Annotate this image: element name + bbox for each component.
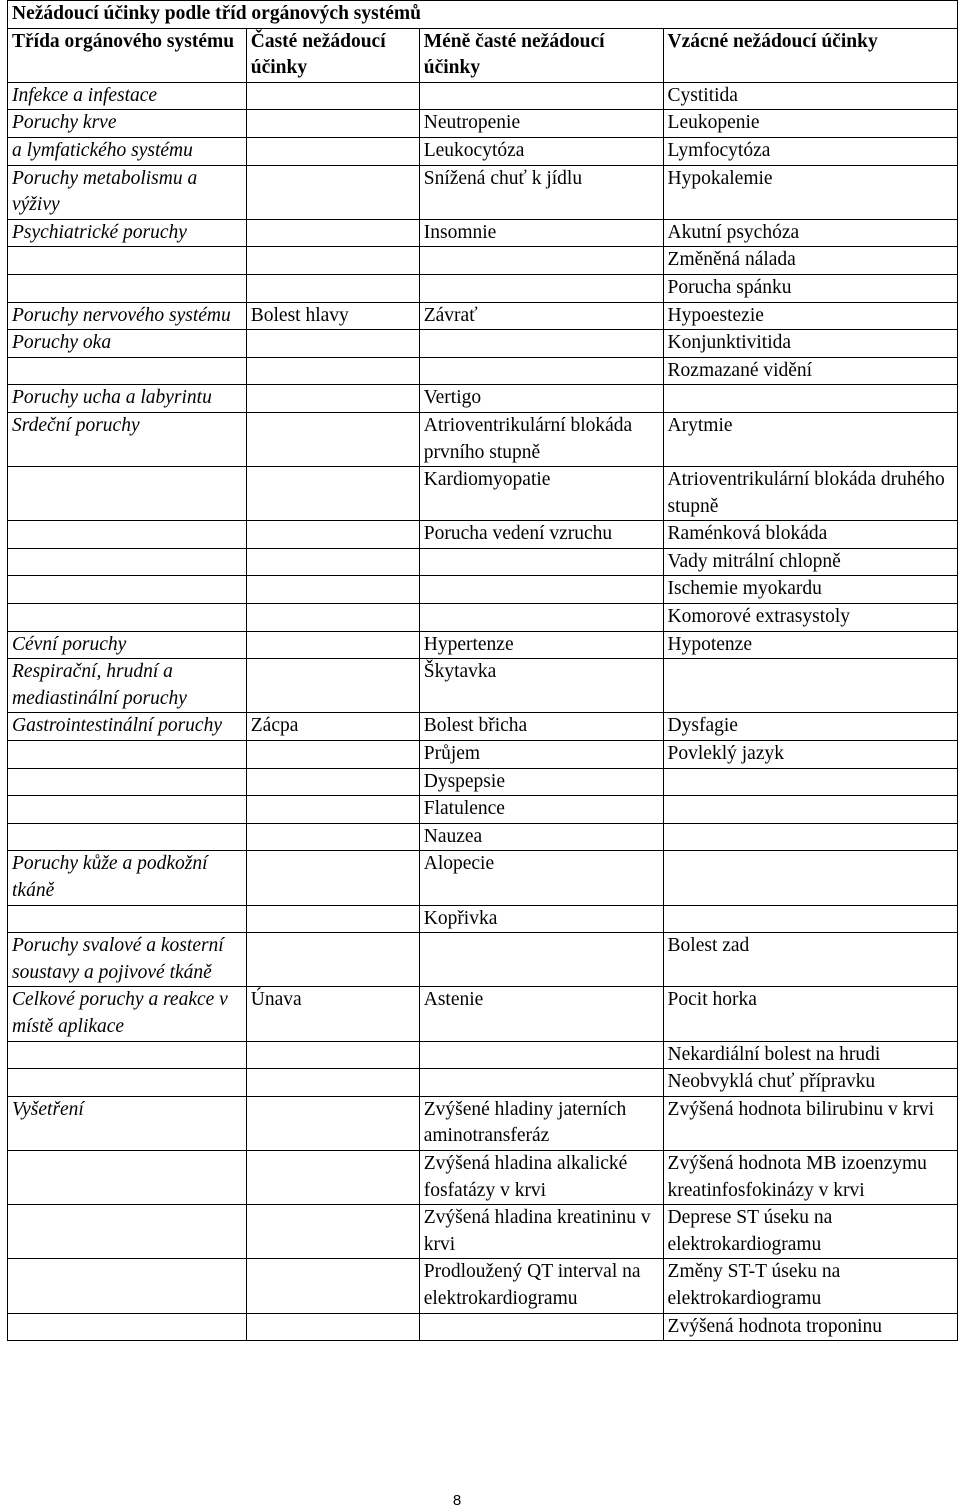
- cell-common: [246, 82, 419, 110]
- table-row: [8, 823, 958, 851]
- cell-common: [246, 631, 419, 659]
- cell-uncommon: Atrioventrikulární blokáda prvního stupně: [419, 412, 663, 466]
- table-row: [8, 412, 958, 466]
- cell-rare: Cystitida: [663, 82, 957, 110]
- cell-common: [246, 385, 419, 413]
- cell-system: [8, 1069, 247, 1097]
- cell-common: [246, 412, 419, 466]
- cell-uncommon: Průjem: [419, 741, 663, 769]
- cell-common: [246, 1150, 419, 1204]
- cell-uncommon: Bolest břicha: [419, 713, 663, 741]
- table-row: [8, 247, 958, 275]
- cell-system: Poruchy metabolismu a výživy: [8, 165, 247, 219]
- cell-uncommon: Prodloužený QT interval na elektrokardiogramu: [419, 1259, 663, 1313]
- cell-rare: Hypoestezie: [663, 302, 957, 330]
- cell-common: [246, 851, 419, 905]
- cell-common: Zácpa: [246, 713, 419, 741]
- cell-common: [246, 219, 419, 247]
- cell-common: [246, 274, 419, 302]
- cell-system: [8, 247, 247, 275]
- header-uncommon: Méně časté nežádoucí účinky: [419, 28, 663, 82]
- cell-rare: Komorové extrasystoly: [663, 604, 957, 632]
- table-row: [8, 741, 958, 769]
- cell-uncommon: Zvýšená hladina alkalické fosfatázy v krvi: [419, 1150, 663, 1204]
- cell-uncommon: Kopřivka: [419, 905, 663, 933]
- cell-rare: Změny ST-T úseku na elektrokardiogramu: [663, 1259, 957, 1313]
- cell-uncommon: [419, 604, 663, 632]
- cell-rare: Změněná nálada: [663, 247, 957, 275]
- table-row: [8, 521, 958, 549]
- table-row: [8, 796, 958, 824]
- cell-common: [246, 1259, 419, 1313]
- cell-common: [246, 768, 419, 796]
- cell-common: [246, 1205, 419, 1259]
- cell-common: Únava: [246, 987, 419, 1041]
- cell-rare: [663, 796, 957, 824]
- table-row: [8, 1069, 958, 1097]
- cell-system: Gastrointestinální poruchy: [8, 713, 247, 741]
- cell-uncommon: [419, 933, 663, 987]
- cell-system: Vyšetření: [8, 1096, 247, 1150]
- cell-rare: Povleklý jazyk: [663, 741, 957, 769]
- cell-uncommon: Škytavka: [419, 659, 663, 713]
- header-common: Časté nežádoucí účinky: [246, 28, 419, 82]
- table-title: Nežádoucí účinky podle tříd orgánových systémů: [8, 1, 958, 29]
- cell-rare: Lymfocytóza: [663, 137, 957, 165]
- header-rare: Vzácné nežádoucí účinky: [663, 28, 957, 82]
- cell-common: [246, 576, 419, 604]
- table-row: [8, 219, 958, 247]
- cell-rare: Akutní psychóza: [663, 219, 957, 247]
- cell-uncommon: Závrať: [419, 302, 663, 330]
- cell-uncommon: Nauzea: [419, 823, 663, 851]
- cell-common: [246, 1069, 419, 1097]
- cell-system: [8, 604, 247, 632]
- cell-common: [246, 110, 419, 138]
- cell-uncommon: Snížená chuť k jídlu: [419, 165, 663, 219]
- cell-uncommon: Zvýšená hladina kreatininu v krvi: [419, 1205, 663, 1259]
- cell-uncommon: Hypertenze: [419, 631, 663, 659]
- cell-uncommon: Vertigo: [419, 385, 663, 413]
- cell-common: [246, 1313, 419, 1341]
- cell-rare: Hypokalemie: [663, 165, 957, 219]
- cell-system: Psychiatrické poruchy: [8, 219, 247, 247]
- table-row: [8, 110, 958, 138]
- table-row: [8, 82, 958, 110]
- table-row: [8, 768, 958, 796]
- cell-system: [8, 521, 247, 549]
- table-body: [8, 1, 958, 1341]
- cell-system: [8, 741, 247, 769]
- cell-system: [8, 548, 247, 576]
- table-row: [8, 851, 958, 905]
- cell-rare: Raménková blokáda: [663, 521, 957, 549]
- cell-rare: Ischemie myokardu: [663, 576, 957, 604]
- cell-system: [8, 1150, 247, 1204]
- cell-common: [246, 247, 419, 275]
- cell-system: Celkové poruchy a reakce v místě aplikace: [8, 987, 247, 1041]
- table-row: [8, 933, 958, 987]
- cell-system: Poruchy kůže a podkožní tkáně: [8, 851, 247, 905]
- cell-uncommon: Kardiomyopatie: [419, 467, 663, 521]
- cell-rare: Zvýšená hodnota MB izoenzymu kreatinfosfokinázy v krvi: [663, 1150, 957, 1204]
- table-title-row: [8, 1, 958, 29]
- table-row: [8, 905, 958, 933]
- cell-uncommon: Alopecie: [419, 851, 663, 905]
- cell-system: Cévní poruchy: [8, 631, 247, 659]
- table-row: [8, 1150, 958, 1204]
- cell-rare: Deprese ST úseku na elektrokardiogramu: [663, 1205, 957, 1259]
- cell-system: Poruchy krve: [8, 110, 247, 138]
- cell-system: [8, 467, 247, 521]
- table-header-row: [8, 28, 958, 82]
- cell-rare: Leukopenie: [663, 110, 957, 138]
- table-row: [8, 330, 958, 358]
- cell-common: [246, 330, 419, 358]
- table-row: [8, 274, 958, 302]
- cell-uncommon: Zvýšené hladiny jaterních aminotransferáz: [419, 1096, 663, 1150]
- cell-common: [246, 933, 419, 987]
- cell-rare: Pocit horka: [663, 987, 957, 1041]
- cell-uncommon: [419, 1041, 663, 1069]
- table-row: [8, 576, 958, 604]
- table-row: [8, 713, 958, 741]
- cell-common: [246, 604, 419, 632]
- cell-rare: [663, 659, 957, 713]
- cell-rare: Zvýšená hodnota bilirubinu v krvi: [663, 1096, 957, 1150]
- cell-rare: Bolest zad: [663, 933, 957, 987]
- cell-rare: Dysfagie: [663, 713, 957, 741]
- cell-common: [246, 137, 419, 165]
- cell-common: [246, 548, 419, 576]
- cell-system: [8, 1041, 247, 1069]
- cell-uncommon: Dyspepsie: [419, 768, 663, 796]
- cell-uncommon: [419, 357, 663, 385]
- table-row: [8, 548, 958, 576]
- cell-common: [246, 521, 419, 549]
- table-row: [8, 357, 958, 385]
- table-row: [8, 1096, 958, 1150]
- table-row: [8, 1041, 958, 1069]
- cell-system: [8, 1259, 247, 1313]
- cell-common: [246, 1096, 419, 1150]
- cell-system: Poruchy svalové a kosterní soustavy a pojivové tkáně: [8, 933, 247, 987]
- cell-uncommon: [419, 247, 663, 275]
- adverse-effects-table: [7, 0, 958, 1341]
- cell-uncommon: [419, 274, 663, 302]
- cell-uncommon: [419, 82, 663, 110]
- cell-system: Poruchy ucha a labyrintu: [8, 385, 247, 413]
- cell-system: [8, 274, 247, 302]
- cell-system: [8, 768, 247, 796]
- table-row: [8, 659, 958, 713]
- cell-uncommon: Flatulence: [419, 796, 663, 824]
- cell-uncommon: Neutropenie: [419, 110, 663, 138]
- table-row: [8, 302, 958, 330]
- cell-system: Poruchy nervového systému: [8, 302, 247, 330]
- cell-system: [8, 1313, 247, 1341]
- cell-system: [8, 823, 247, 851]
- cell-uncommon: [419, 1313, 663, 1341]
- cell-rare: [663, 385, 957, 413]
- table-row: [8, 165, 958, 219]
- cell-uncommon: Insomnie: [419, 219, 663, 247]
- cell-system: [8, 576, 247, 604]
- cell-system: Srdeční poruchy: [8, 412, 247, 466]
- cell-common: [246, 823, 419, 851]
- cell-system: a lymfatického systému: [8, 137, 247, 165]
- cell-system: [8, 1205, 247, 1259]
- cell-rare: Vady mitrální chlopně: [663, 548, 957, 576]
- cell-uncommon: [419, 576, 663, 604]
- cell-common: [246, 357, 419, 385]
- cell-rare: Hypotenze: [663, 631, 957, 659]
- page-number: 8: [452, 1492, 462, 1509]
- cell-rare: Konjunktivitida: [663, 330, 957, 358]
- cell-system: [8, 357, 247, 385]
- header-system-class: Třída orgánového systému: [8, 28, 247, 82]
- cell-system: [8, 905, 247, 933]
- cell-uncommon: [419, 1069, 663, 1097]
- table-row: [8, 137, 958, 165]
- table-row: [8, 604, 958, 632]
- table-row: [8, 1313, 958, 1341]
- table-row: [8, 1205, 958, 1259]
- cell-rare: Zvýšená hodnota troponinu: [663, 1313, 957, 1341]
- cell-common: [246, 741, 419, 769]
- cell-rare: Nekardiální bolest na hrudi: [663, 1041, 957, 1069]
- cell-uncommon: [419, 548, 663, 576]
- cell-uncommon: Astenie: [419, 987, 663, 1041]
- cell-rare: [663, 905, 957, 933]
- table-row: [8, 467, 958, 521]
- cell-rare: Arytmie: [663, 412, 957, 466]
- cell-rare: [663, 851, 957, 905]
- cell-uncommon: Leukocytóza: [419, 137, 663, 165]
- cell-system: [8, 796, 247, 824]
- cell-common: [246, 796, 419, 824]
- cell-system: Infekce a infestace: [8, 82, 247, 110]
- cell-common: [246, 905, 419, 933]
- cell-system: Respirační, hrudní a mediastinální poruchy: [8, 659, 247, 713]
- table-row: [8, 631, 958, 659]
- table-row: [8, 385, 958, 413]
- table-row: [8, 987, 958, 1041]
- cell-rare: [663, 823, 957, 851]
- cell-common: [246, 659, 419, 713]
- cell-common: [246, 467, 419, 521]
- cell-rare: Atrioventrikulární blokáda druhého stupně: [663, 467, 957, 521]
- cell-uncommon: Porucha vedení vzruchu: [419, 521, 663, 549]
- cell-rare: Neobvyklá chuť přípravku: [663, 1069, 957, 1097]
- table-row: [8, 1259, 958, 1313]
- cell-common: [246, 1041, 419, 1069]
- cell-rare: Porucha spánku: [663, 274, 957, 302]
- cell-rare: [663, 768, 957, 796]
- cell-system: Poruchy oka: [8, 330, 247, 358]
- document-page: [7, 0, 958, 1509]
- cell-rare: Rozmazané vidění: [663, 357, 957, 385]
- cell-uncommon: [419, 330, 663, 358]
- cell-common: Bolest hlavy: [246, 302, 419, 330]
- cell-common: [246, 165, 419, 219]
